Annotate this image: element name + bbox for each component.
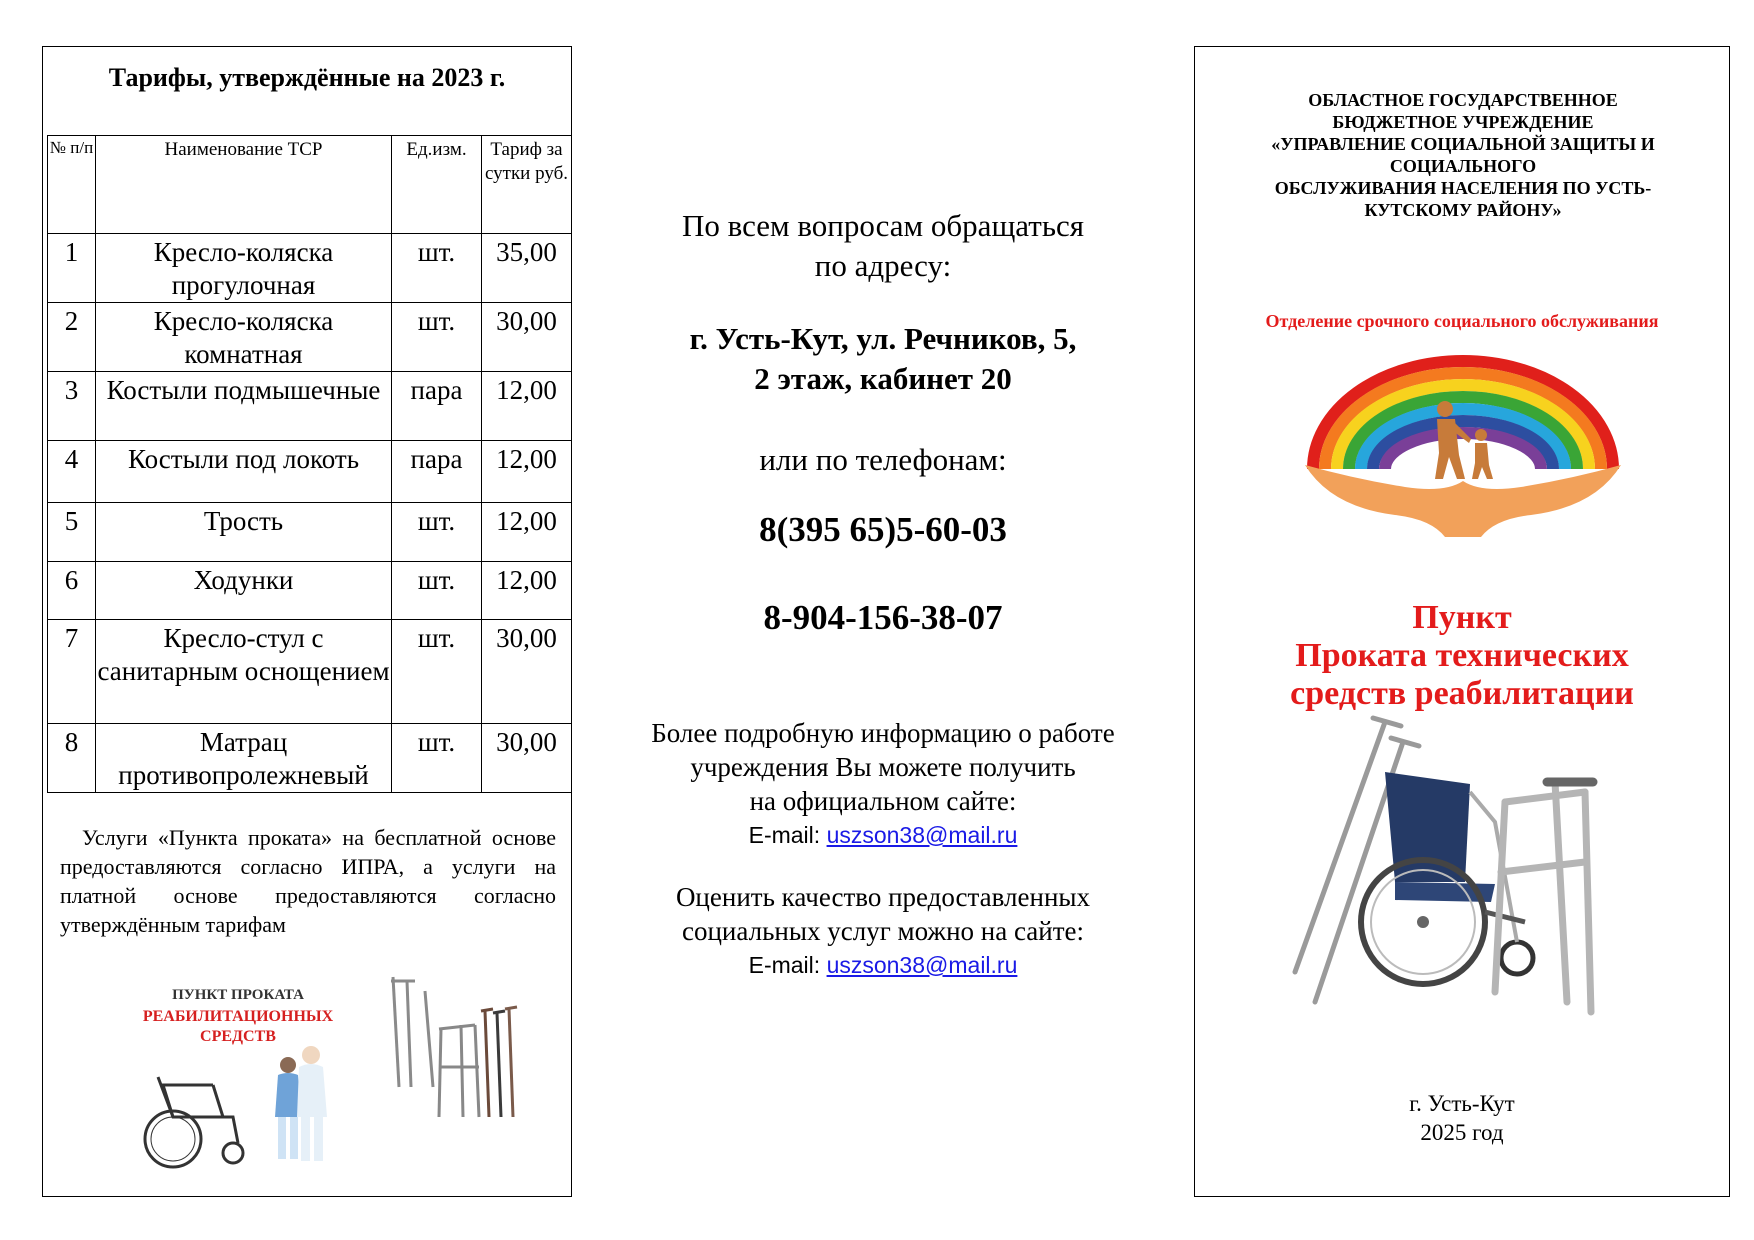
email-row-1 (600, 820, 1166, 850)
website-info-line-1: Более подробную информацию о работе (651, 718, 1115, 748)
row-name: Трость (96, 503, 392, 562)
table-row (48, 303, 572, 372)
address-line-1: г. Усть-Кут, ул. Речников, 5, (689, 321, 1077, 356)
row-number: 2 (48, 303, 96, 372)
title-line-3: средств реабилитации (1290, 675, 1634, 712)
title-line-1: Пункт (1412, 599, 1512, 636)
table-row (48, 724, 572, 793)
phone-number-1: 8(395 65)5-60-03 (759, 510, 1007, 549)
org-line: «УПРАВЛЕНИЕ СОЦИАЛЬНОЙ ЗАЩИТЫ И (1271, 134, 1655, 154)
row-unit: шт. (392, 234, 482, 303)
phones-heading: или по телефонам: (759, 442, 1007, 477)
city-year (1195, 1089, 1729, 1147)
org-line: БЮДЖЕТНОЕ УЧРЕЖДЕНИЕ (1332, 112, 1594, 132)
rehab-equipment-image (1255, 712, 1675, 1032)
row-name: Ходунки (96, 562, 392, 620)
services-note: Услуги «Пункта проката» на бесплатной основе предоставляются согласно ИПРА, а услуги на платной основе предоставляются согласно утверждённым тарифам (60, 825, 556, 937)
left-panel (42, 46, 572, 1197)
website-info-line-3: на официальном сайте: (749, 786, 1017, 816)
row-price: 35,00 (482, 234, 572, 303)
row-name: Костыли под локоть (96, 441, 392, 503)
crutches-icon (391, 977, 433, 1087)
row-unit: шт. (392, 724, 482, 793)
org-line: СОЦИАЛЬНОГО (1389, 156, 1537, 176)
quality-line-2: социальных услуг можно на сайте: (682, 916, 1084, 946)
department-name: Отделение срочного социального обслуживания (1265, 311, 1659, 331)
header-name: Наименование ТСР (96, 136, 392, 234)
table-row (48, 562, 572, 620)
address (600, 319, 1166, 399)
right-panel (1194, 46, 1730, 1197)
year: 2025 год (1420, 1120, 1504, 1145)
contact-line-2: по адресу: (814, 248, 952, 283)
org-line: ОБЛАСТНОЕ ГОСУДАРСТВЕННОЕ (1308, 90, 1618, 110)
table-row (48, 441, 572, 503)
rental-promo-image (103, 967, 543, 1177)
row-unit: пара (392, 372, 482, 441)
email-label: E-mail: (748, 822, 821, 848)
tariff-table (47, 135, 572, 793)
contact-heading (600, 206, 1166, 286)
row-number: 7 (48, 620, 96, 724)
email-label: E-mail: (748, 952, 821, 978)
row-number: 1 (48, 234, 96, 303)
row-number: 3 (48, 372, 96, 441)
city: г. Усть-Кут (1409, 1091, 1515, 1116)
row-price: 12,00 (482, 562, 572, 620)
website-info (600, 716, 1166, 818)
rainbow-hands-logo (1295, 347, 1631, 547)
row-price: 30,00 (482, 724, 572, 793)
header-price: Тариф за сутки руб. (482, 136, 572, 234)
row-price: 30,00 (482, 303, 572, 372)
organization-name (1215, 89, 1711, 221)
row-price: 12,00 (482, 503, 572, 562)
table-row (48, 372, 572, 441)
row-unit: шт. (392, 562, 482, 620)
email-link-2[interactable]: uszson38@mail.ru (826, 952, 1018, 978)
row-unit: шт. (392, 503, 482, 562)
table-row (48, 620, 572, 724)
tariff-title: Тарифы, утверждённые на 2023 г. (108, 63, 506, 92)
promo-line-1: ПУНКТ ПРОКАТА (172, 987, 304, 1003)
row-price: 12,00 (482, 441, 572, 503)
row-name: Кресло-стул с санитарным оснощением (96, 620, 392, 724)
phone-number-2: 8-904-156-38-07 (763, 598, 1003, 637)
main-title (1195, 599, 1729, 713)
header-unit: Ед.изм. (392, 136, 482, 234)
header-number: № п/п (48, 136, 96, 234)
row-name: Костыли подмышечные (96, 372, 392, 441)
email-row-2 (600, 950, 1166, 980)
walker-icon (439, 1025, 479, 1117)
promo-line-2: РЕАБИЛИТАЦИОННЫХ (142, 1008, 334, 1025)
promo-line-3: СРЕДСТВ (200, 1028, 276, 1045)
email-link-1[interactable]: uszson38@mail.ru (826, 822, 1018, 848)
table-row (48, 234, 572, 303)
row-number: 6 (48, 562, 96, 620)
table-row (48, 503, 572, 562)
org-line: ОБСЛУЖИВАНИЯ НАСЕЛЕНИЯ ПО УСТЬ- (1274, 178, 1652, 198)
quality-line-1: Оценить качество предоставленных (675, 882, 1091, 912)
row-number: 5 (48, 503, 96, 562)
row-name: Матрац противопролежневый (96, 724, 392, 793)
row-unit: шт. (392, 620, 482, 724)
wheelchair-icon (145, 1077, 243, 1167)
org-line: КУТСКОМУ РАЙОНУ» (1364, 200, 1562, 220)
row-name: Кресло-коляска комнатная (96, 303, 392, 372)
address-line-2: 2 этаж, кабинет 20 (754, 361, 1012, 396)
row-number: 4 (48, 441, 96, 503)
row-unit: шт. (392, 303, 482, 372)
title-line-2: Проката технических (1295, 637, 1629, 674)
website-info-line-2: учреждения Вы можете получить (690, 752, 1076, 782)
row-price: 30,00 (482, 620, 572, 724)
contact-line-1: По всем вопросам обращаться (682, 208, 1084, 243)
rainbow-icon (1313, 361, 1613, 469)
people-icon (275, 1046, 327, 1161)
row-name: Кресло-коляска прогулочная (96, 234, 392, 303)
row-number: 8 (48, 724, 96, 793)
table-header-row (48, 136, 572, 234)
row-unit: пара (392, 441, 482, 503)
quality-info (600, 880, 1166, 948)
canes-icon (481, 1007, 517, 1117)
row-price: 12,00 (482, 372, 572, 441)
middle-panel (600, 46, 1166, 1197)
